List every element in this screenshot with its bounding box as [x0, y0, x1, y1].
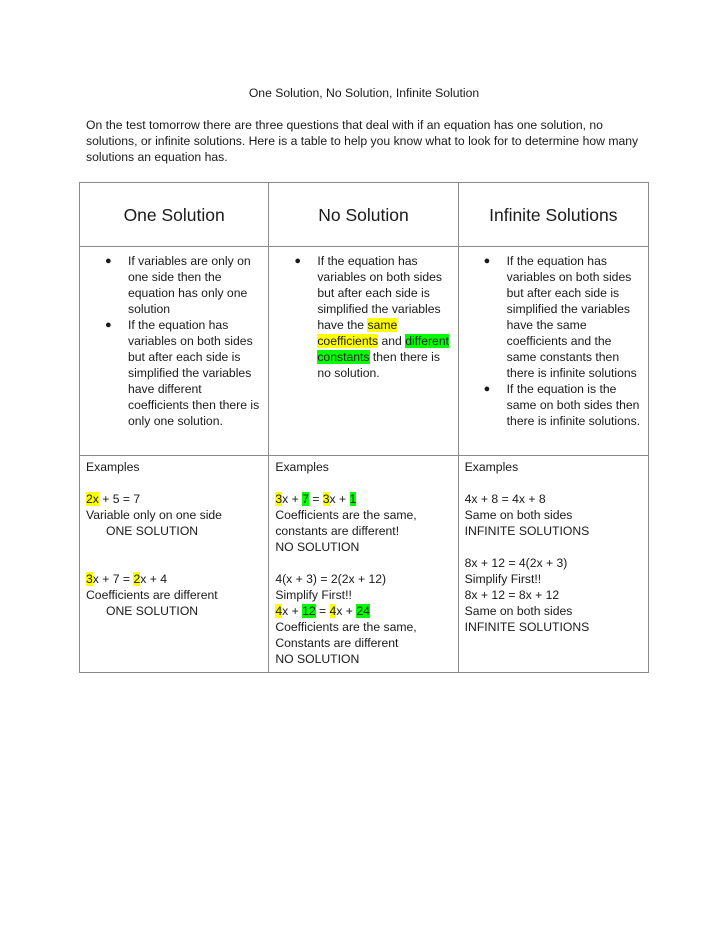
result: NO SOLUTION — [275, 652, 360, 666]
list-item: ● If the equation has variables on both sides but after each side is simplified the variables have different coefficients then there is only one solution. — [105, 318, 260, 428]
examples-infinite-solutions — [458, 456, 648, 673]
note: Same on both sides — [464, 508, 573, 522]
equation: 4x + 8 = 4x + 8 — [464, 492, 546, 506]
bullet-list — [84, 253, 264, 429]
note: Coefficients are the same, — [275, 620, 417, 634]
bullet-icon: ● — [483, 383, 491, 395]
bullet-icon: ● — [294, 255, 301, 267]
bullet-icon: ● — [483, 255, 491, 267]
equation: 4(x + 3) = 2(2x + 12) — [275, 572, 387, 586]
note: Variable only on one side — [86, 508, 222, 522]
examples-label: Examples — [86, 460, 140, 474]
equation: 8x + 12 = 4(2x + 3) — [464, 556, 568, 570]
result: INFINITE SOLUTIONS — [464, 524, 590, 538]
rules-one-solution — [80, 247, 269, 456]
bullet-icon: ● — [105, 319, 112, 331]
simplify-note: Simplify First!! — [464, 572, 542, 586]
note: Coefficients are different — [86, 588, 218, 602]
list-item: ● If the equation has variables on both sides but after each side is simplified the variables have the same coefficients and the same constants then there is infinite solutions — [483, 254, 637, 380]
note: Same on both sides — [464, 604, 573, 618]
solutions-table — [79, 182, 649, 673]
note: constants are different! — [275, 524, 400, 538]
header-infinite-solutions: Infinite Solutions — [458, 183, 648, 247]
equation: 2x + 5 = 7 — [86, 492, 141, 506]
header-one-solution: One Solution — [80, 183, 269, 247]
bullet-list — [463, 253, 644, 429]
note: Coefficients are the same, — [275, 508, 417, 522]
examples-label: Examples — [464, 460, 519, 474]
rules-infinite-solutions — [458, 247, 648, 456]
list-item: ● If the equation has variables on both sides but after each side is simplified the variables have the same coefficients and different constants then there is no solution. — [294, 254, 450, 380]
equation: 3x + 7 = 2x + 4 — [86, 572, 167, 586]
rules-row — [80, 247, 649, 456]
document-title: One Solution, No Solution, Infinite Solution — [248, 86, 480, 100]
bullet-list — [273, 253, 453, 381]
highlight-different-constants: different constants — [317, 334, 450, 364]
examples-label: Examples — [275, 460, 329, 474]
list-item: ● If the equation is the same on both sides then there is infinite solutions. — [483, 382, 641, 428]
examples-no-solution — [269, 456, 458, 673]
header-row — [80, 183, 649, 247]
list-item: ● If variables are only on one side then the equation has only one solution — [105, 254, 251, 316]
equation-simplified: 8x + 12 = 8x + 12 — [464, 588, 560, 602]
equation: 3x + 7 = 3x + 1 — [275, 492, 357, 506]
rules-no-solution — [269, 247, 458, 456]
equation-simplified: 4x + 12 = 4x + 24 — [275, 604, 370, 618]
simplify-note: Simplify First!! — [275, 588, 352, 602]
note: Constants are different — [275, 636, 399, 650]
highlight-same-coefficients: same coefficients — [317, 318, 398, 348]
result: ONE SOLUTION — [106, 524, 199, 538]
header-no-solution: No Solution — [269, 183, 458, 247]
result: NO SOLUTION — [275, 540, 360, 554]
result: ONE SOLUTION — [106, 604, 199, 618]
bullet-icon: ● — [105, 255, 112, 267]
intro-paragraph: On the test tomorrow there are three questions that deal with if an equation has one solution, no solutions, or infinite solutions. Here is a table to help you know what to look for to determine how many solutions an equation has. — [86, 118, 639, 164]
examples-row — [80, 456, 649, 673]
examples-one-solution — [80, 456, 269, 673]
result: INFINITE SOLUTIONS — [464, 620, 590, 634]
